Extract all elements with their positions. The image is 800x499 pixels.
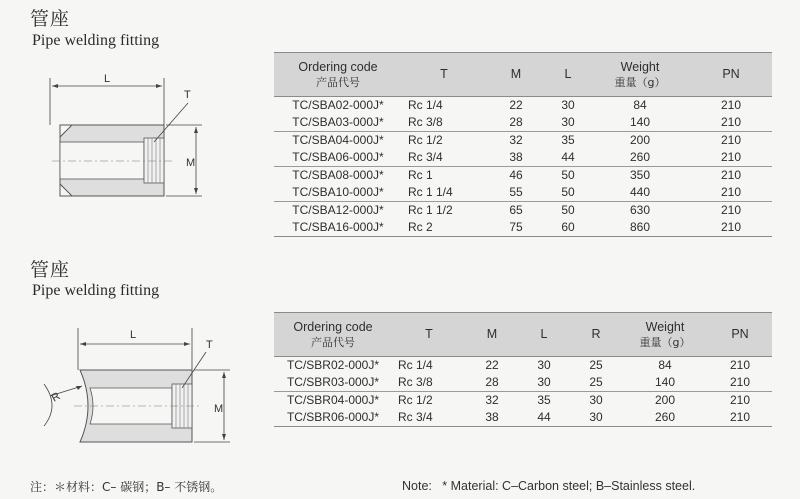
cell-code: TC/SBA10-000J* <box>292 185 384 199</box>
cell-T: Rc 1 <box>402 167 486 185</box>
cell-L: 30 <box>537 375 551 389</box>
cell-weight: 440 <box>629 185 651 199</box>
table-row <box>274 374 772 392</box>
cell-code: TC/SBA12-000J* <box>274 202 402 220</box>
cell-weight: 860 <box>590 219 690 237</box>
header-L: L <box>546 53 590 97</box>
section1-spec-table <box>274 52 772 237</box>
cell-code: TC/SBA16-000J* <box>274 219 402 237</box>
cell-code: TC/SBA02-000J* <box>292 98 384 112</box>
table-row <box>274 202 772 220</box>
cell-code: TC/SBR06-000J* <box>274 409 392 427</box>
cell-code: TC/SBR04-000J* <box>274 392 392 410</box>
cell-T: Rc 3/4 <box>392 409 466 427</box>
header-T: T <box>402 53 486 97</box>
cell-PN: 210 <box>720 98 742 112</box>
cell-M: 38 <box>509 150 523 164</box>
cell-M: 28 <box>485 375 499 389</box>
cell-weight: 260 <box>622 409 708 427</box>
header-M: M <box>466 313 518 357</box>
cell-R: 25 <box>589 375 603 389</box>
cell-weight: 140 <box>654 375 676 389</box>
section2-dim-R: R <box>49 390 63 405</box>
cell-code: TC/SBA03-000J* <box>292 115 384 129</box>
section2-dim-M: M <box>214 403 224 415</box>
cell-T: Rc 1/4 <box>398 358 433 372</box>
cell-T: Rc 1/2 <box>392 392 466 410</box>
section2-dim-L: L <box>130 329 137 341</box>
cell-M: 65 <box>486 202 546 220</box>
cell-code: TC/SBA04-000J* <box>274 132 402 150</box>
cell-PN: 210 <box>690 202 772 220</box>
cell-M: 55 <box>509 185 523 199</box>
table-row <box>274 114 772 132</box>
section1-dim-T: T <box>184 89 191 101</box>
section2-spec-table <box>274 312 772 427</box>
cell-PN: 210 <box>720 115 742 129</box>
cell-weight: 260 <box>629 150 651 164</box>
cell-PN: 210 <box>720 150 742 164</box>
note-zh: 注：＊材料：C– 碳钢；B– 不锈钢。 <box>30 480 223 494</box>
cell-L: 50 <box>546 167 590 185</box>
cell-M: 46 <box>486 167 546 185</box>
cell-PN: 210 <box>729 358 751 372</box>
cell-T: Rc 2 <box>402 219 486 237</box>
header-ordering-code: Ordering code 产品代号 <box>274 53 402 97</box>
cell-weight: 84 <box>633 98 647 112</box>
cell-PN: 210 <box>708 392 772 410</box>
cell-M: 32 <box>486 132 546 150</box>
cell-L: 60 <box>546 219 590 237</box>
header-ordering-code: Ordering code 产品代号 <box>274 313 392 357</box>
cell-R: 30 <box>570 409 622 427</box>
cell-L: 35 <box>518 392 570 410</box>
cell-weight: 630 <box>590 202 690 220</box>
header-PN: PN <box>708 313 772 357</box>
table-row <box>274 219 772 237</box>
cell-code: TC/SBR02-000J* <box>286 358 380 372</box>
cell-weight: 200 <box>590 132 690 150</box>
cell-L: 50 <box>561 185 575 199</box>
cell-weight: 140 <box>629 115 651 129</box>
table-row <box>274 357 772 375</box>
cell-weight: 350 <box>590 167 690 185</box>
cell-PN: 210 <box>729 375 751 389</box>
table-row <box>274 132 772 150</box>
header-M: M <box>486 53 546 97</box>
section1-dim-M: M <box>186 157 196 169</box>
header-T: T <box>392 313 466 357</box>
section2-dim-T: T <box>206 339 213 351</box>
table-row <box>274 392 772 410</box>
cell-M: 32 <box>466 392 518 410</box>
cell-T: Rc 1/4 <box>408 98 443 112</box>
section1-fitting-drawing <box>30 70 230 220</box>
section1-title-en: Pipe welding fitting <box>32 32 160 49</box>
section1-title-zh: 管座 <box>30 8 71 30</box>
section2-fitting-drawing <box>40 322 240 452</box>
cell-code: TC/SBA06-000J* <box>292 150 384 164</box>
cell-L: 30 <box>561 98 575 112</box>
cell-R: 25 <box>589 358 603 372</box>
cell-code: TC/SBA08-000J* <box>274 167 402 185</box>
cell-L: 30 <box>537 358 551 372</box>
cell-L: 44 <box>561 150 575 164</box>
header-weight: Weight 重量（g） <box>590 53 690 97</box>
table-row <box>274 409 772 427</box>
cell-T: Rc 1 1/4 <box>408 185 453 199</box>
cell-R: 30 <box>570 392 622 410</box>
section2-title-zh: 管座 <box>30 259 71 281</box>
cell-L: 44 <box>518 409 570 427</box>
cell-M: 75 <box>486 219 546 237</box>
cell-PN: 210 <box>720 185 742 199</box>
cell-code: TC/SBR03-000J* <box>286 375 380 389</box>
cell-M: 22 <box>509 98 523 112</box>
table-row <box>274 149 772 167</box>
header-weight: Weight 重量（g） <box>622 313 708 357</box>
cell-T: Rc 3/8 <box>408 115 443 129</box>
header-R: R <box>570 313 622 357</box>
section1-dim-L: L <box>104 73 111 85</box>
cell-T: Rc 1 1/2 <box>402 202 486 220</box>
table-row <box>274 184 772 202</box>
cell-weight: 84 <box>658 358 672 372</box>
cell-L: 35 <box>546 132 590 150</box>
cell-M: 38 <box>466 409 518 427</box>
table-row <box>274 167 772 185</box>
cell-weight: 200 <box>622 392 708 410</box>
section2-title-en: Pipe welding fitting <box>32 282 160 299</box>
cell-PN: 210 <box>690 167 772 185</box>
header-PN: PN <box>690 53 772 97</box>
cell-T: Rc 1/2 <box>402 132 486 150</box>
cell-L: 50 <box>546 202 590 220</box>
cell-T: Rc 3/8 <box>398 375 433 389</box>
cell-PN: 210 <box>708 409 772 427</box>
cell-PN: 210 <box>690 219 772 237</box>
cell-M: 28 <box>509 115 523 129</box>
header-L: L <box>518 313 570 357</box>
table-row <box>274 97 772 115</box>
note-en: Note: * Material: C–Carbon steel; B–Stainless steel. <box>402 479 696 493</box>
cell-PN: 210 <box>690 132 772 150</box>
cell-M: 22 <box>485 358 499 372</box>
cell-L: 30 <box>561 115 575 129</box>
cell-T: Rc 3/4 <box>408 150 443 164</box>
